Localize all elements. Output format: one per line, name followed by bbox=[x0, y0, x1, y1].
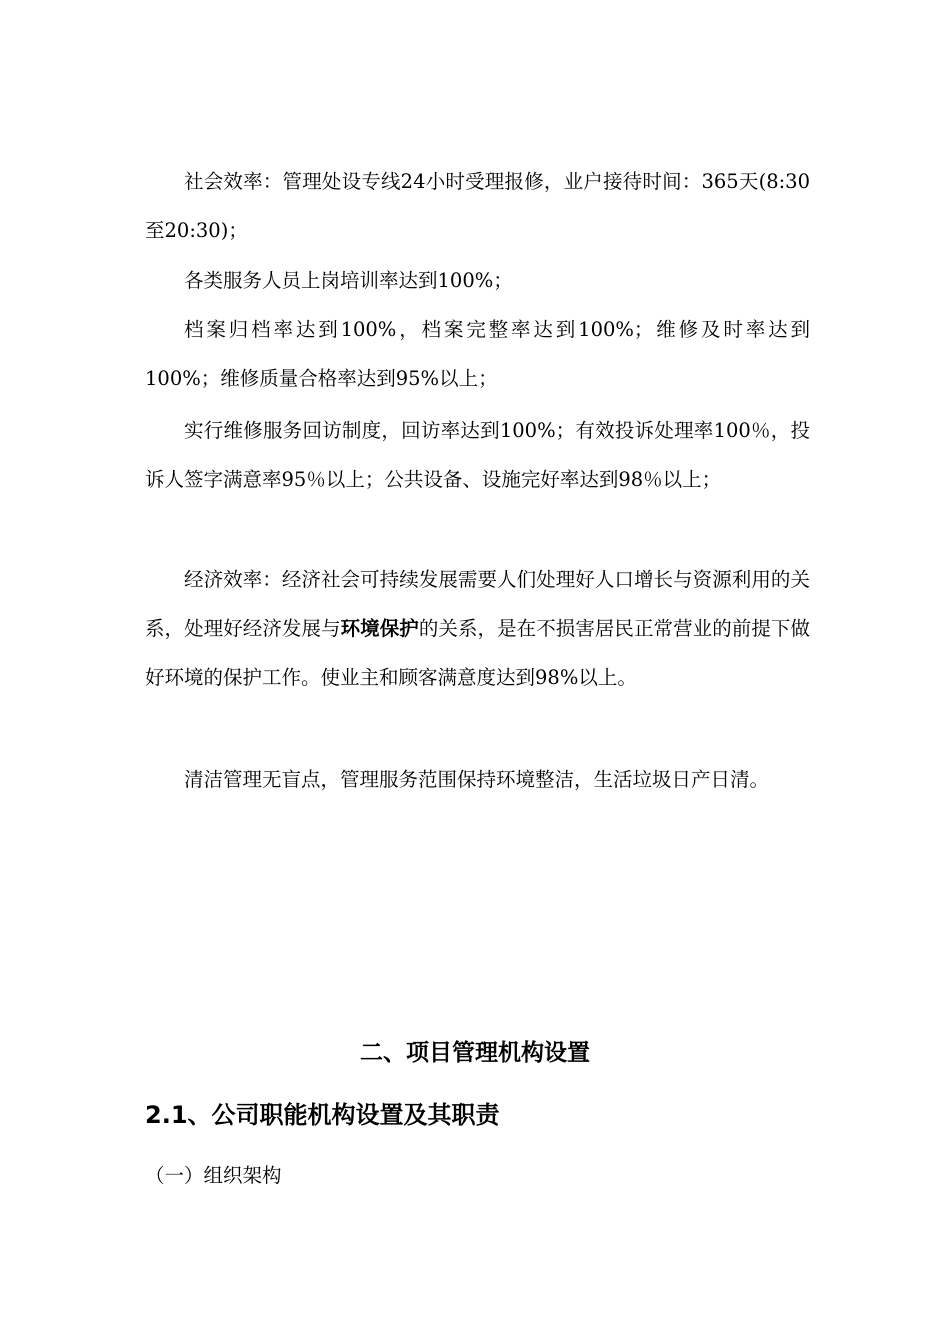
section-heading: 二、项目管理机构设置 bbox=[360, 1040, 590, 1066]
economic-text-after: 的关系，是在不损害居民正常营业的前提下做好环境的保护工作。使业主和顾客满意度达到98%以上。 bbox=[145, 617, 810, 689]
subsection-heading: 2.1、公司职能机构设置及其职责 bbox=[145, 1101, 500, 1129]
paragraph-economic-efficiency bbox=[145, 555, 810, 702]
item-heading: （一）组织架构 bbox=[145, 1164, 282, 1187]
paragraph-cleaning: 清洁管理无盲点，管理服务范围保持环境整洁，生活垃圾日产日清。 bbox=[184, 768, 770, 791]
paragraph-archive-rate: 档案归档率达到100%，档案完整率达到100%；维修及时率达到100%；维修质量合格率达到95%以上； bbox=[145, 318, 810, 390]
environment-protection-term: 环境保护 bbox=[340, 617, 419, 640]
paragraph-training-rate: 各类服务人员上岗培训率达到100%； bbox=[184, 269, 513, 292]
economic-text-before: 经济效率：经济社会可持续发展需要人们处理好人口增长与资源利用的关系，处理好经济发展与 bbox=[145, 568, 810, 640]
paragraph-social-efficiency: 社会效率：管理处设专线24小时受理报修，业户接待时间：365天(8:30至20:30)； bbox=[145, 170, 810, 242]
paragraph-repair-followup: 实行维修服务回访制度，回访率达到100%；有效投诉处理率100％，投诉人签字满意率95％以上；公共设备、设施完好率达到98％以上； bbox=[145, 419, 810, 491]
